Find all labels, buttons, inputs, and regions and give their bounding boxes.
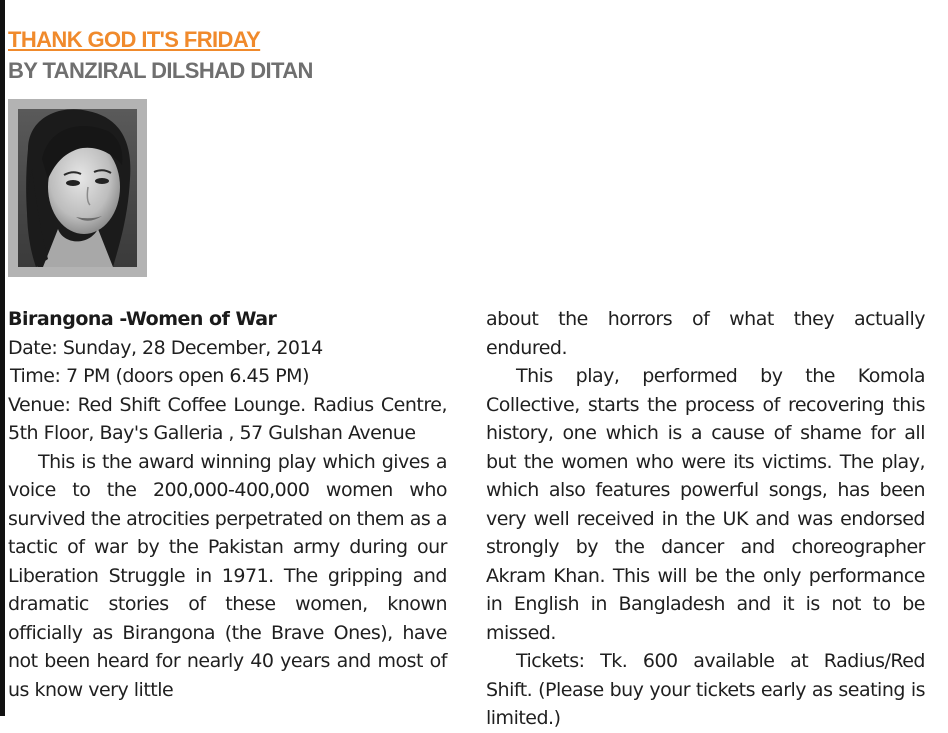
article-column-right [486,305,925,733]
author-photo-frame [8,99,147,277]
byline: BY TANZIRAL DILSHAD DITAN [8,58,313,83]
event-venue: Venue: Red Shift Coffee Lounge. Radius Centre, 5th Floor, Bay's Galleria , 57 Gulshan Avenue [8,393,447,444]
column-title: THANK GOD IT'S FRIDAY [8,27,261,52]
article-column-left [8,305,447,704]
article-paragraph: This play, performed by the Komola Collective, starts the process of recovering this history, one which is a cause of shame for all but the women who were its victims. The play, which also features powerful songs, has been very well received in the UK and was endorsed strongly by the dancer and choreographer Akram Khan. This will be the only performance in English in Bangladesh and it is not to be missed. [486,365,925,644]
article-paragraph: This is the award winning play which gives a voice to the 200,000-400,000 women who survived the atrocities perpetrated on them as a tactic of war by the Pakistan army during our Liberation Struggle in 1971. The gripping and dramatic stories of these women, known officially as Birangona (the Brave Ones), have not been heard for nearly 40 years and most of us know very little [8,450,447,701]
article-paragraph-continued: about the horrors of what they actually endured. [486,308,925,359]
ticket-info: Tickets: Tk. 600 available at Radius/Red Shift. (Please buy your tickets early as seating is limited.) [486,650,925,729]
event-date: Date: Sunday, 28 December, 2014 [8,336,323,359]
event-title: Birangona -Women of War [8,308,277,330]
left-margin-rule [0,0,5,716]
event-time: Time: 7 PM (doors open 6.45 PM) [10,365,309,387]
author-portrait-icon [18,109,137,267]
